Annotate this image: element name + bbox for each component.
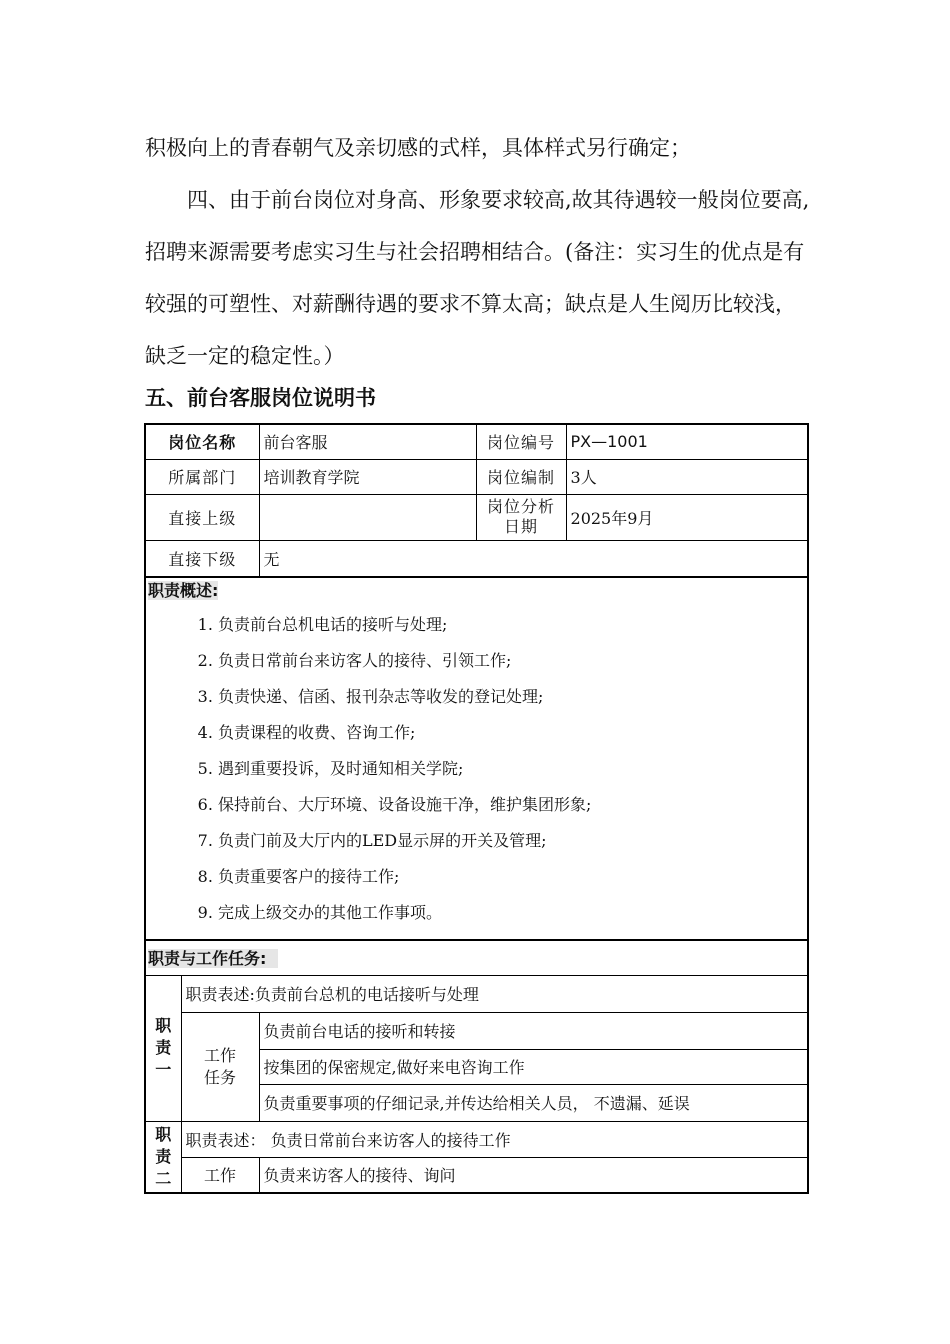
paragraph-line: 积极向上的青春朝气及亲切感的式样，具体样式另行确定； xyxy=(145,136,691,160)
label-department: 所属部门 xyxy=(145,459,259,494)
tasks-title-cell xyxy=(145,940,808,975)
label-superior: 直接上级 xyxy=(145,494,259,540)
overview-list xyxy=(148,607,805,931)
overview-item: 3. 负责快递、信函、报刊杂志等收发的登记处理; xyxy=(218,679,805,715)
duty1-task-1: 负责前台电话的接听和转接 xyxy=(259,1012,808,1049)
value-quota: 3人 xyxy=(566,459,808,494)
value-job-name: 前台客服 xyxy=(259,424,476,459)
duty1-task-3: 负责重要事项的仔细记录,并传达给相关人员， 不遗漏、延误 xyxy=(259,1084,808,1121)
paragraph-4: 四、由于前台岗位对身高、形象要求较高,故其待遇较一般岗位要高,招聘来源需要考虑实习生与社会招聘相结合。(备注：实习生的优点是有较强的可塑性、对薪酬待遇的要求不算太高；缺点是人生阅历比较浅，缺乏一定的稳定性。） xyxy=(145,188,810,368)
duty2-task-1: 负责来访客人的接待、询问 xyxy=(259,1157,808,1193)
job-description-table xyxy=(144,423,807,1194)
tasks-title-text: 职责与工作任务: xyxy=(148,949,267,969)
overview-item: 5. 遇到重要投诉，及时通知相关学院; xyxy=(218,751,805,787)
overview-title-text: 职责概述: xyxy=(148,581,219,600)
overview-item: 8. 负责重要客户的接待工作; xyxy=(218,859,805,895)
label-job-code: 岗位编号 xyxy=(476,424,566,459)
body-text-top xyxy=(145,122,810,174)
section-title: 五、前台客服岗位说明书 xyxy=(145,386,376,410)
overview-item: 9. 完成上级交办的其他工作事项。 xyxy=(218,895,805,931)
duty1-task-label-line1: 工作 xyxy=(204,1045,237,1065)
duty2-char-1: 职 xyxy=(155,1124,172,1144)
duty1-char-2: 责 xyxy=(155,1038,172,1057)
label-quota: 岗位编制 xyxy=(476,459,566,494)
label-subordinate: 直接下级 xyxy=(145,540,259,577)
tasks-title xyxy=(148,946,805,969)
value-subordinate: 无 xyxy=(259,540,808,577)
duty2-desc: 职责表述： 负责日常前台来访客人的接待工作 xyxy=(181,1121,808,1157)
duty2-char-3: 二 xyxy=(155,1168,172,1188)
duty2-task-label: 工作 xyxy=(181,1157,259,1193)
label-job-name: 岗位名称 xyxy=(145,424,259,459)
overview-title xyxy=(148,578,805,601)
duty2-char-2: 责 xyxy=(155,1146,172,1166)
duty1-char-3: 一 xyxy=(155,1060,172,1079)
label-analysis-date-line1: 岗位分析 xyxy=(487,497,556,516)
overview-item: 6. 保持前台、大厅环境、设备设施干净，维护集团形象; xyxy=(218,787,805,823)
value-department: 培训教育学院 xyxy=(259,459,476,494)
overview-item: 2. 负责日常前台来访客人的接待、引领工作; xyxy=(218,643,805,679)
overview-item: 4. 负责课程的收费、咨询工作; xyxy=(218,715,805,751)
duty1-task-2: 按集团的保密规定,做好来电咨询工作 xyxy=(259,1049,808,1084)
duty1-label xyxy=(145,975,181,1121)
label-analysis-date-line2: 日期 xyxy=(504,517,539,536)
duty1-task-label-line2: 任务 xyxy=(204,1067,237,1087)
value-analysis-date: 2025年9月 xyxy=(566,494,808,540)
value-job-code: PX—1001 xyxy=(566,424,808,459)
duty2-label xyxy=(145,1121,181,1193)
duty1-char-1: 职 xyxy=(155,1016,172,1035)
value-superior xyxy=(259,494,476,540)
overview-cell xyxy=(145,577,808,940)
duty1-task-label xyxy=(181,1012,259,1121)
duty1-desc: 职责表述:负责前台总机的电话接听与处理 xyxy=(181,975,808,1012)
body-text-para xyxy=(145,174,810,382)
overview-item: 7. 负责门前及大厅内的LED显示屏的开关及管理; xyxy=(218,823,805,859)
label-analysis-date xyxy=(476,494,566,540)
overview-item: 1. 负责前台总机电话的接听与处理; xyxy=(218,607,805,643)
